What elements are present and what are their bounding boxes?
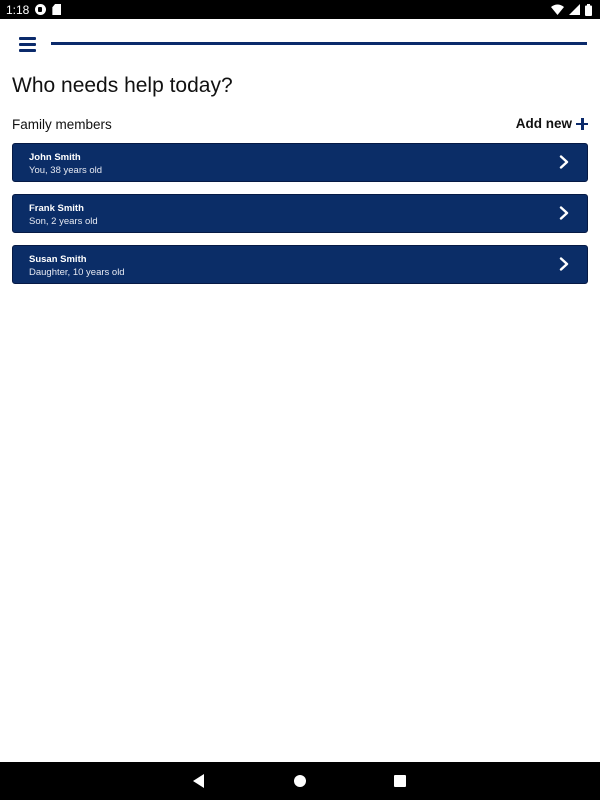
recents-icon[interactable] <box>394 775 406 787</box>
hamburger-menu-icon[interactable] <box>14 35 42 55</box>
family-member-card[interactable] <box>12 245 588 284</box>
family-member-card[interactable] <box>12 143 588 182</box>
member-name: Susan Smith <box>29 254 87 265</box>
chevron-right-icon <box>557 257 571 271</box>
family-member-list <box>12 143 588 296</box>
sd-card-icon <box>52 4 61 15</box>
battery-icon <box>585 4 592 16</box>
signal-icon <box>569 4 580 15</box>
add-new-button[interactable] <box>516 116 588 131</box>
family-member-card[interactable] <box>12 194 588 233</box>
member-name: Frank Smith <box>29 203 84 214</box>
section-header <box>12 117 588 135</box>
chevron-right-icon <box>557 155 571 169</box>
back-icon[interactable] <box>193 774 204 788</box>
plus-icon <box>576 118 588 130</box>
app-bar-divider <box>51 42 587 45</box>
member-detail: Son, 2 years old <box>29 216 98 227</box>
wifi-icon <box>551 4 564 15</box>
notification-circle-icon <box>35 4 46 15</box>
system-nav-bar <box>0 762 600 800</box>
section-label: Family members <box>12 117 112 132</box>
chevron-right-icon <box>557 206 571 220</box>
add-new-label: Add new <box>515 116 572 131</box>
page-title: Who needs help today? <box>12 74 233 97</box>
status-bar <box>0 0 600 19</box>
app-bar <box>0 19 600 69</box>
home-icon[interactable] <box>294 775 306 787</box>
status-time: 1:18 <box>6 2 30 17</box>
member-name: John Smith <box>29 152 81 163</box>
member-detail: You, 38 years old <box>29 165 103 176</box>
member-detail: Daughter, 10 years old <box>29 267 125 278</box>
